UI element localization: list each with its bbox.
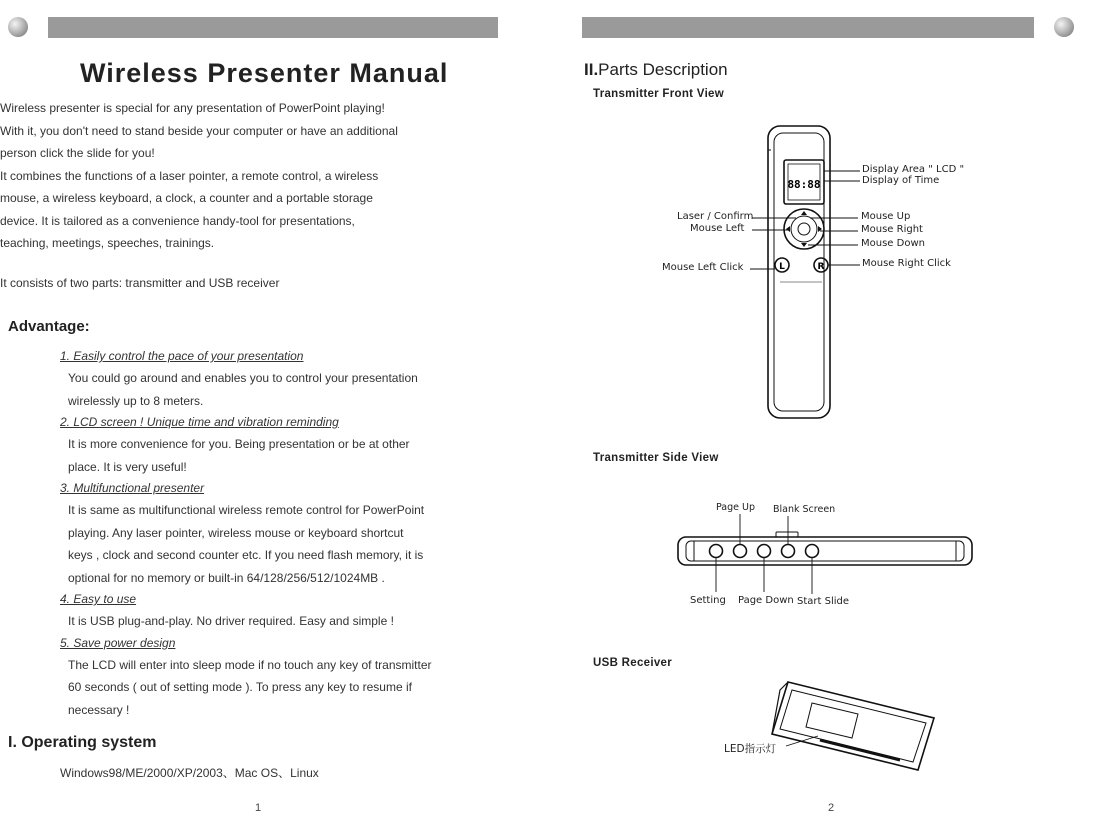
advantage-item-heading: 3. Multifunctional presenter xyxy=(60,481,205,495)
advantage-line: It is USB plug-and-play. No driver required. Easy and simple ! xyxy=(68,614,394,628)
consists-text: It consists of two parts: transmitter and USB receiver xyxy=(0,276,280,290)
label-mouse-right-click: Mouse Right Click xyxy=(862,258,951,269)
usb-receiver-illustration xyxy=(772,682,934,770)
intro-line: It combines the functions of a laser pointer, a remote control, a wireless xyxy=(0,168,379,183)
intro-line: Wireless presenter is special for any presentation of PowerPoint playing! xyxy=(0,101,385,115)
advantage-item-heading: 5. Save power design xyxy=(60,635,176,650)
transmitter-side-illustration xyxy=(678,532,972,565)
parts-title-text: Parts Description xyxy=(598,60,728,79)
lcd-digits: 88:88 xyxy=(787,178,821,191)
advantage-heading: Advantage: xyxy=(8,318,90,335)
advantage-line: The LCD will enter into sleep mode if no touch any key of transmitter xyxy=(68,657,432,672)
label-mouse-up: Mouse Up xyxy=(861,211,911,222)
advantage-line: optional for no memory or built-in 64/128/256/512/1024MB . xyxy=(68,570,385,585)
intro-line: mouse, a wireless keyboard, a clock, a counter and a portable storage xyxy=(0,191,373,205)
label-setting: Setting xyxy=(690,595,726,606)
intro-line: With it, you don't need to stand beside your computer or have an additional xyxy=(0,123,398,138)
intro-line: teaching, meetings, speeches, trainings. xyxy=(0,236,215,250)
usb-receiver-heading: USB Receiver xyxy=(593,657,673,669)
label-mouse-left-click: Mouse Left Click xyxy=(662,262,744,273)
manual-title: Wireless Presenter Manual xyxy=(80,58,449,88)
label-mouse-right: Mouse Right xyxy=(861,224,923,235)
label-page-down: Page Down xyxy=(738,595,794,606)
os-heading: I. Operating system xyxy=(8,734,157,751)
side-callout-lines xyxy=(716,514,812,594)
intro-line: person click the slide for you! xyxy=(0,146,155,160)
label-laser-confirm: Laser / Confirm xyxy=(677,211,754,222)
label-blank-screen: Blank Screen xyxy=(773,504,836,515)
right-click-button-letter: R xyxy=(817,262,825,272)
intro-line: device. It is tailored as a convenience handy-tool for presentations, xyxy=(0,213,355,228)
advantage-item-heading: 2. LCD screen ! Unique time and vibration reminding xyxy=(60,415,339,429)
side-view-heading: Transmitter Side View xyxy=(593,452,719,464)
advantage-line: necessary ! xyxy=(68,702,130,717)
advantage-item-heading: 4. Easy to use xyxy=(60,592,137,606)
label-display-area: Display Area " LCD " xyxy=(862,164,965,175)
advantage-line: wirelessly up to 8 meters. xyxy=(68,393,204,408)
os-text: Windows98/ME/2000/XP/2003、Mac OS、Linux xyxy=(60,766,319,780)
front-view-heading: Transmitter Front View xyxy=(593,88,724,100)
label-page-up: Page Up xyxy=(716,502,756,513)
advantage-line: place. It is very useful! xyxy=(68,459,187,474)
advantage-line: It is more convenience for you. Being presentation or be at other xyxy=(68,437,410,451)
transmitter-front-illustration xyxy=(768,126,830,418)
label-mouse-left: Mouse Left xyxy=(690,223,745,234)
page-number: 1 xyxy=(255,802,262,814)
page-number: 2 xyxy=(828,802,835,814)
label-mouse-down: Mouse Down xyxy=(861,238,925,249)
parts-title-number: II. xyxy=(584,60,599,79)
label-led-indicator: LED指示灯 xyxy=(724,743,777,755)
advantage-line: It is same as multifunctional wireless remote control for PowerPoint xyxy=(68,503,425,517)
advantage-line: playing. Any laser pointer, wireless mouse or keyboard shortcut xyxy=(68,525,404,540)
label-display-time: Display of Time xyxy=(862,175,940,186)
label-start-slide: Start Slide xyxy=(797,596,850,607)
advantage-item-heading: 1. Easily control the pace of your presentation xyxy=(60,349,304,363)
left-click-button-letter: L xyxy=(779,262,785,272)
advantage-line: 60 seconds ( out of setting mode ). To press any key to resume if xyxy=(68,680,412,694)
advantage-line: You could go around and enables you to control your presentation xyxy=(68,371,418,385)
advantage-line: keys , clock and second counter etc. If you need flash memory, it is xyxy=(68,548,424,562)
